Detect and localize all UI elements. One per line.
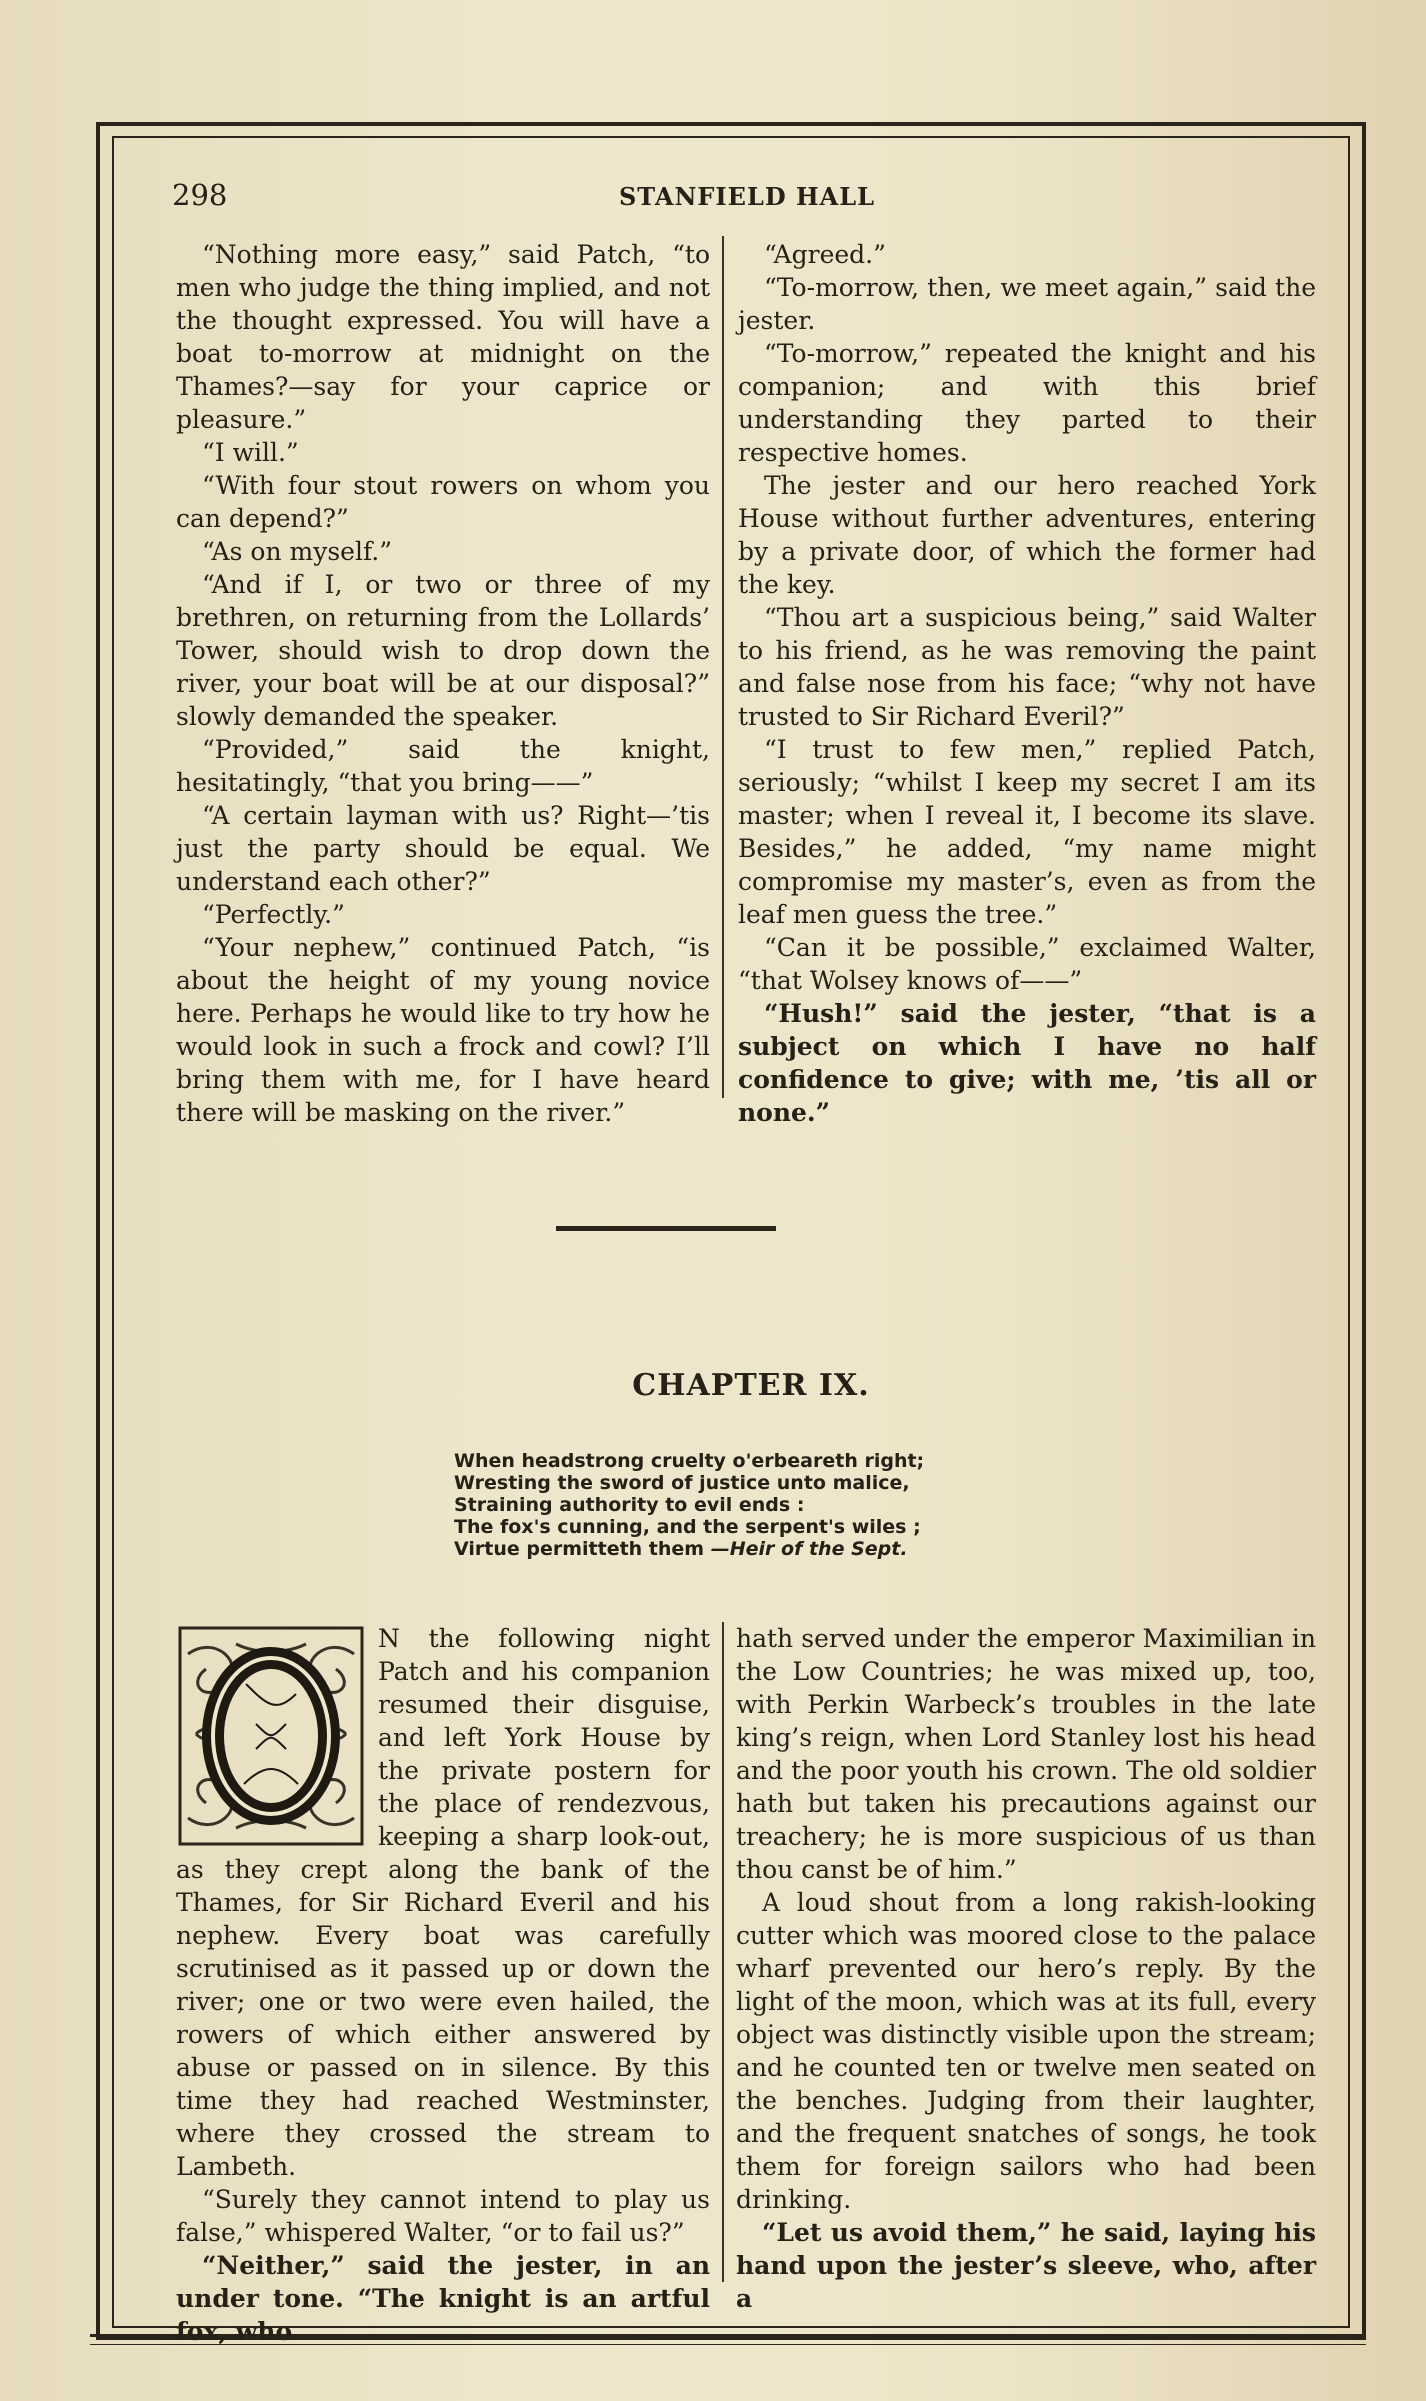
- paragraph: “To-morrow, then, we meet again,” said the jester.: [738, 273, 1316, 335]
- ornamental-drop-cap: [176, 1624, 366, 1848]
- chapter-left-column: [176, 1622, 710, 2348]
- epigraph-source: —Heir of the Sept.: [710, 1538, 908, 1560]
- paragraph: “Neither,” said the jester, in an under tone. “The knight is an artful fox, who: [176, 2251, 710, 2346]
- paragraph-continued: hath served under the emperor Maximilian in the Low Countries; he was mixed up, too, with Perkin Warbeck’s troubles in the late king’s reign, when Lord Stanley lost his head and the poor youth his crown. The old soldier hath but taken his precautions against our treachery; he is more suspicious of us than thou canst be of him.”: [736, 1624, 1316, 1884]
- paragraph: “As on myself.”: [202, 537, 393, 566]
- epigraph-line: [454, 1538, 974, 1560]
- paragraph: “And if I, or two or three of my brethren, on returning from the Lollards’ Tower, should wish to drop down the river, your boat will be at our disposal?” slowly demanded the speaker.: [176, 570, 710, 731]
- column-divider-bottom: [722, 1622, 724, 2282]
- paragraph: “With four stout rowers on whom you can depend?”: [176, 471, 710, 533]
- paragraph: “Can it be possible,” exclaimed Walter, “that Wolsey knows of——”: [738, 933, 1316, 995]
- paragraph: “To-morrow,” repeated the knight and his companion; and with this brief understanding they parted to their respective homes.: [738, 339, 1316, 467]
- epigraph-line: The fox's cunning, and the serpent's wiles ;: [454, 1516, 921, 1538]
- column-divider-top: [722, 236, 724, 1098]
- paragraph: “Nothing more easy,” said Patch, “to men who judge the thing implied, and not the thought expressed. You will have a boat to-morrow at midnight on the Thames?—say for your caprice or pleasure.”: [176, 240, 710, 434]
- paragraph: “I trust to few men,” replied Patch, seriously; “whilst I keep my secret I am its master; when I reveal it, I become its slave. Besides,” he added, “my name might compromise my master’s, even as from the leaf men guess the tree.”: [738, 735, 1316, 929]
- paragraph: “Hush!” said the jester, “that is a subject on which I have no half confidence to give; with me, ’tis all or none.”: [738, 999, 1316, 1127]
- paragraph: “Thou art a suspicious being,” said Walter to his friend, as he was removing the paint and false nose from his face; “why not have trusted to Sir Richard Everil?”: [738, 603, 1316, 731]
- chapter-right-column: [736, 1622, 1316, 2315]
- running-title: STANFIELD HALL: [618, 182, 876, 211]
- section-divider-rule: [556, 1226, 776, 1231]
- paragraph: “Let us avoid them,” he said, laying his hand upon the jester’s sleeve, who, after a: [736, 2218, 1316, 2313]
- epigraph-line: Wresting the sword of justice unto malice,: [454, 1472, 910, 1494]
- top-right-column: [738, 238, 1316, 1129]
- paragraph: “A certain layman with us? Right—’tis just the party should be equal. We understand each other?”: [176, 801, 710, 896]
- paragraph: “I will.”: [202, 438, 299, 467]
- paragraph: “Agreed.”: [764, 240, 886, 269]
- epigraph-line-text: Virtue permitteth them: [454, 1538, 705, 1560]
- paragraph: “Perfectly.”: [202, 900, 345, 929]
- chapter-opening-paragraph: N the following night Patch and his companion resumed their disguise, and left York House by the private postern for the place of rendezvous, keeping a sharp look-out, as they crept along the bank of the Thames, for Sir Richard Everil and his nephew. Every boat was carefully scrutinised as it passed up or down the river; one or two were even hailed, the rowers of which either answered by abuse or passed on in silence. By this time they had reached Westminster, where they crossed the stream to Lambeth.: [176, 1624, 710, 2181]
- epigraph-line: When headstrong cruelty o'erbeareth right;: [454, 1450, 925, 1472]
- paragraph: A loud shout from a long rakish-looking cutter which was moored close to the palace wharf prevented our hero’s reply. By the light of the moon, which was at its full, every object was distinctly visible upon the stream; and he counted ten or twelve men seated on the benches. Judging from their laughter, and the frequent snatches of songs, he took them for foreign sailors who had been drinking.: [736, 1888, 1316, 2214]
- chapter-title: CHAPTER IX.: [632, 1368, 870, 1403]
- top-left-column: [176, 238, 710, 1129]
- paragraph: The jester and our hero reached York House without further adventures, entering by a private door, of which the former had the key.: [738, 471, 1316, 599]
- paragraph: “Your nephew,” continued Patch, “is about the height of my young novice here. Perhaps he would like to try how he would look in such a frock and cowl? I’ll bring them with me, for I have heard there will be masking on the river.”: [176, 933, 710, 1127]
- page-number: 298: [172, 178, 228, 212]
- paragraph: “Surely they cannot intend to play us false,” whispered Walter, “or to fail us?”: [176, 2185, 710, 2247]
- epigraph: [454, 1450, 974, 1560]
- running-head: [172, 178, 1322, 218]
- epigraph-line: Straining authority to evil ends :: [454, 1494, 805, 1516]
- paragraph: “Provided,” said the knight, hesitatingly, “that you bring——”: [176, 735, 710, 797]
